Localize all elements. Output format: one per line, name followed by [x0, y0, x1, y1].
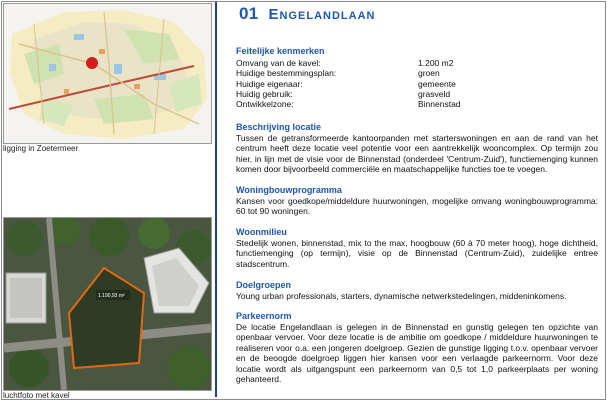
location-number: 01	[239, 4, 259, 23]
location-map	[3, 3, 212, 144]
plot-area-label: 1.190,93 m²	[98, 293, 125, 299]
doelgroepen-text: Young urban professionals, starters, dynamische netwerkstedelingen, middeninkomens.	[236, 291, 567, 301]
parkeernorm-text: De locatie Engelandlaan is gelegen in de Binnenstad en gunstig gelegen ten opzichte van openbaar vervoer. Voor deze locatie is de ambitie om goedkope / middeldure huurwoningen te realiseren voor o.a. een jongeren doelgroep. Gezien de gunstige ligging t.o.v. openbaar vervoer en de beoogde doelgroep liggen hier kansen voor een verlaagde parkeernorm. Voor deze locatie wordt als uitgangspunt een parkeernorm van 0,5 tot 1,0 parkeerplaats per woning gehanteerd.	[236, 322, 598, 385]
aerial-photo	[3, 217, 212, 391]
woonmilieu-heading: Woonmilieu	[236, 227, 287, 237]
beschrijving-text: Tussen de getransformeerde kantoorpanden met starterswoningen en aan de rand van het centrum heeft deze locatie veel potentie voor een aantrekkelijk wooncomplex. Op termijn zou hier, in lijn met de visie voor de Binnenstad (onderdeel 'Centrum-Zuid'), functiemenging kunnen komen door bijvoorbeeld commerciële en maatschappelijke functies toe te voegen.	[236, 133, 598, 175]
beschrijving-heading: Beschrijving locatie	[236, 122, 322, 132]
kenmerk-value: Binnenstad	[418, 99, 461, 110]
doelgroepen-heading: Doelgroepen	[236, 280, 292, 290]
map-graphic	[4, 4, 211, 143]
parkeernorm-heading: Parkeernorm	[236, 311, 292, 321]
kenmerken-heading: Feitelijke kenmerken	[236, 46, 325, 56]
location-marker	[86, 57, 98, 69]
kenmerk-value: grasveld	[418, 88, 451, 99]
map-caption: ligging in Zoetermeer	[3, 144, 79, 153]
kenmerk-value: gemeente	[418, 78, 456, 89]
kenmerk-label: Huidige eigenaar:	[236, 78, 303, 89]
aerial-graphic	[4, 218, 211, 390]
column-divider	[215, 2, 217, 397]
kenmerk-label: Huidig gebruik:	[236, 88, 293, 99]
kenmerk-value: 1.200 m2	[418, 58, 454, 68]
woonmilieu-text: Stedelijk wonen, binnenstad, mix to the max, hoogbouw (60 à 70 meter hoog), hoge dichtheid, functiemenging (op termijn), visie op de Binnenstad (Centrum-Zuid), zuidelijke entree stadscentrum.	[236, 238, 598, 269]
kenmerk-label: Omvang van de kavel:	[236, 58, 321, 68]
woningbouw-heading: Woningbouwprogramma	[236, 185, 342, 195]
woningbouw-text: Kansen voor goedkope/middeldure huurwoningen, mogelijke omvang woningbouwprogramma: 60 tot 90 woningen.	[236, 196, 598, 217]
kenmerk-label: Ontwikkelzone:	[236, 99, 294, 110]
kenmerk-label: Huidige bestemmingsplan:	[236, 68, 337, 79]
kenmerk-value: groen	[418, 68, 440, 79]
location-name: Engelandlaan	[268, 6, 376, 23]
page-title	[239, 4, 375, 24]
photo-caption: luchtfoto met kavel	[3, 391, 70, 400]
